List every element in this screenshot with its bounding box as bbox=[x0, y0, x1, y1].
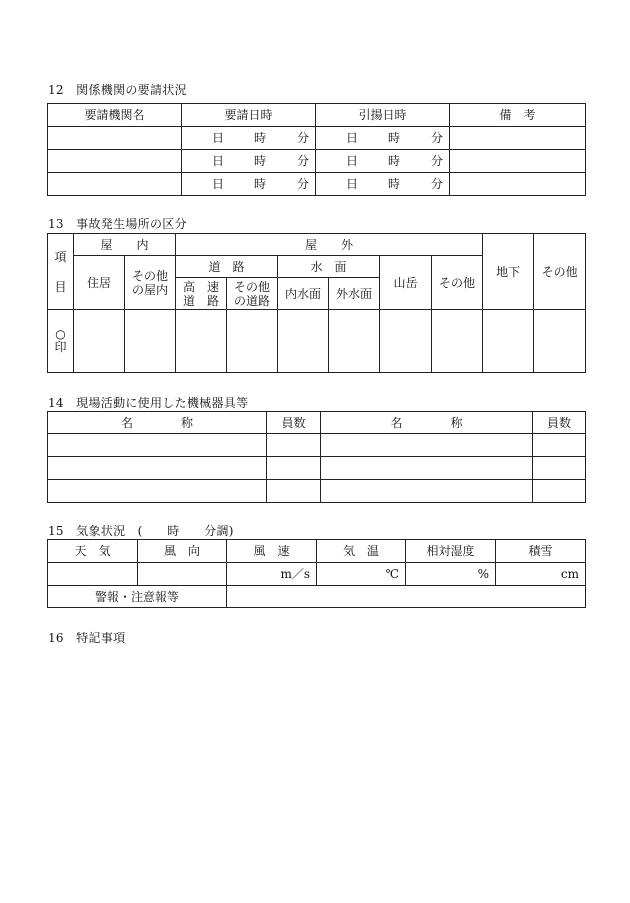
request-datetime-cell[interactable]: 日 時 分 bbox=[182, 127, 316, 150]
equipment-name-cell[interactable] bbox=[48, 457, 267, 480]
agency-name-cell[interactable] bbox=[48, 127, 182, 150]
other-indoor-header: その他の屋内 bbox=[125, 256, 176, 310]
equipment-name-cell[interactable] bbox=[321, 480, 533, 503]
mountain-mark-cell[interactable] bbox=[380, 310, 432, 373]
accident-location-table bbox=[47, 233, 586, 373]
header-name-1: 名 称 bbox=[48, 412, 267, 434]
agency-request-table bbox=[47, 103, 586, 196]
header-remarks: 備 考 bbox=[450, 104, 586, 127]
equipment-count-cell[interactable] bbox=[533, 457, 586, 480]
header-wind-direction: 風 向 bbox=[138, 540, 227, 563]
equipment-name-cell[interactable] bbox=[48, 434, 267, 457]
header-wind-speed: 風 速 bbox=[227, 540, 317, 563]
header-humidity: 相対湿度 bbox=[406, 540, 496, 563]
header-agency-name: 要請機関名 bbox=[48, 104, 182, 127]
remarks-cell[interactable] bbox=[450, 173, 586, 196]
withdraw-datetime-cell[interactable]: 日 時 分 bbox=[316, 150, 450, 173]
other-outdoor-mark-cell[interactable] bbox=[432, 310, 483, 373]
highway-header: 高 速道 路 bbox=[176, 278, 227, 310]
weather-table bbox=[47, 539, 586, 608]
header-weather: 天 気 bbox=[48, 540, 138, 563]
road-header: 道 路 bbox=[176, 256, 278, 278]
header-request-datetime: 要請日時 bbox=[182, 104, 316, 127]
other-road-mark-cell[interactable] bbox=[227, 310, 278, 373]
equipment-name-cell[interactable] bbox=[48, 480, 267, 503]
underground-mark-cell[interactable] bbox=[483, 310, 534, 373]
mark-label: ○印 bbox=[48, 310, 74, 373]
other-road-header: その他の道路 bbox=[227, 278, 278, 310]
other-header: その他 bbox=[534, 234, 586, 310]
header-withdraw-datetime: 引揚日時 bbox=[316, 104, 450, 127]
remarks-cell[interactable] bbox=[450, 127, 586, 150]
section-16-title: 16 特記事項 bbox=[48, 631, 126, 645]
humidity-cell[interactable]: % bbox=[406, 563, 496, 586]
mountain-header: 山岳 bbox=[380, 256, 432, 310]
outdoor-header: 屋 外 bbox=[176, 234, 483, 256]
indoor-header: 屋 内 bbox=[74, 234, 176, 256]
outer-water-header: 外水面 bbox=[329, 278, 380, 310]
header-count-1: 員数 bbox=[267, 412, 321, 434]
equipment-count-cell[interactable] bbox=[267, 480, 321, 503]
weather-cell[interactable] bbox=[48, 563, 138, 586]
residence-header: 住居 bbox=[74, 256, 125, 310]
section-14-title: 14 現場活動に使用した機械器具等 bbox=[48, 396, 249, 410]
temperature-cell[interactable]: ℃ bbox=[317, 563, 406, 586]
request-datetime-cell[interactable]: 日 時 分 bbox=[182, 173, 316, 196]
equipment-table bbox=[47, 411, 586, 503]
section-13-title: 13 事故発生場所の区分 bbox=[48, 217, 187, 231]
equipment-count-cell[interactable] bbox=[533, 480, 586, 503]
request-datetime-cell[interactable]: 日 時 分 bbox=[182, 150, 316, 173]
agency-name-cell[interactable] bbox=[48, 150, 182, 173]
other-indoor-mark-cell[interactable] bbox=[125, 310, 176, 373]
header-name-2: 名 称 bbox=[321, 412, 533, 434]
section-12-title: 12 関係機関の要請状況 bbox=[48, 83, 187, 97]
header-temperature: 気 温 bbox=[317, 540, 406, 563]
remarks-cell[interactable] bbox=[450, 150, 586, 173]
wind-speed-cell[interactable]: m／s bbox=[227, 563, 317, 586]
inland-water-header: 内水面 bbox=[278, 278, 329, 310]
equipment-name-cell[interactable] bbox=[321, 457, 533, 480]
wind-direction-cell[interactable] bbox=[138, 563, 227, 586]
warning-cell[interactable] bbox=[227, 586, 586, 608]
snow-cell[interactable]: cm bbox=[496, 563, 586, 586]
withdraw-datetime-cell[interactable]: 日 時 分 bbox=[316, 127, 450, 150]
withdraw-datetime-cell[interactable]: 日 時 分 bbox=[316, 173, 450, 196]
section-15-title: 15 気象状況 ( 時 分調) bbox=[48, 524, 234, 538]
water-header: 水 面 bbox=[278, 256, 380, 278]
equipment-count-cell[interactable] bbox=[267, 457, 321, 480]
header-count-2: 員数 bbox=[533, 412, 586, 434]
header-snow: 積雪 bbox=[496, 540, 586, 563]
highway-mark-cell[interactable] bbox=[176, 310, 227, 373]
inland-water-mark-cell[interactable] bbox=[278, 310, 329, 373]
agency-name-cell[interactable] bbox=[48, 173, 182, 196]
equipment-count-cell[interactable] bbox=[533, 434, 586, 457]
underground-header: 地下 bbox=[483, 234, 534, 310]
equipment-count-cell[interactable] bbox=[267, 434, 321, 457]
other-outdoor-header: その他 bbox=[432, 256, 483, 310]
residence-mark-cell[interactable] bbox=[74, 310, 125, 373]
outer-water-mark-cell[interactable] bbox=[329, 310, 380, 373]
equipment-name-cell[interactable] bbox=[321, 434, 533, 457]
other-mark-cell[interactable] bbox=[534, 310, 586, 373]
item-header: 項 目 bbox=[48, 234, 74, 310]
warning-label: 警報・注意報等 bbox=[48, 586, 227, 608]
